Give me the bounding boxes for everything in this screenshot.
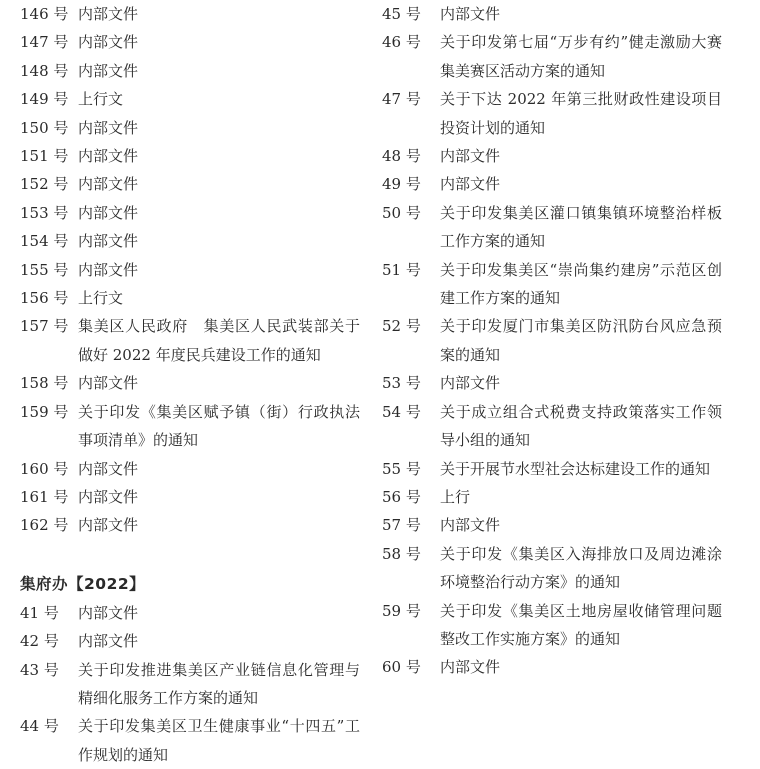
doc-number: 150 号 [20,118,69,137]
doc-title: 内部文件 [78,118,139,137]
doc-title: 内部文件 [440,374,501,393]
section-gap [20,540,360,568]
list-item [20,28,360,56]
doc-title: 内部文件 [78,33,139,52]
doc-title: 内部文件 [78,374,139,393]
doc-title: 关于印发第七届“万步有约”健走激励大赛集美赛区活动方案的通知 [440,33,722,80]
left-column [20,0,360,769]
doc-number: 154 号 [20,232,69,251]
doc-title: 内部文件 [440,147,501,166]
doc-number: 44 号 [20,717,59,736]
doc-title: 内部文件 [440,175,501,194]
list-item [382,398,722,455]
doc-number: 45 号 [382,5,421,23]
list-item [20,199,360,227]
right-column [382,0,722,682]
doc-number: 149 号 [20,90,69,109]
doc-title: 内部文件 [78,232,139,251]
list-item [382,142,722,170]
list-item [382,199,722,256]
doc-number: 159 号 [20,402,69,421]
list-item [382,170,722,198]
list-item [382,483,722,511]
doc-number: 151 号 [20,147,69,166]
doc-title: 关于印发厦门市集美区防汛防台风应急预案的通知 [440,317,722,364]
doc-title: 内部文件 [440,658,501,677]
doc-title: 上行 [440,487,471,506]
list-item [20,599,360,627]
doc-number: 48 号 [382,147,421,166]
doc-title: 关于印发集美区灌口镇集镇环境整治样板工作方案的通知 [440,203,722,251]
list-item [20,170,360,198]
list-item [382,85,722,142]
doc-number: 43 号 [20,660,59,679]
list-item [382,540,722,597]
doc-title: 关于印发《集美区入海排放口及周边滩涂环境整治行动方案》的通知 [440,544,722,592]
doc-number: 52 号 [382,317,421,336]
doc-number: 41 号 [20,603,59,622]
list-item [20,114,360,142]
doc-title: 内部文件 [440,5,501,23]
doc-title: 内部文件 [78,459,139,478]
list-item [382,653,722,681]
doc-title: 内部文件 [78,487,139,506]
doc-number: 147 号 [20,33,69,52]
list-item [382,369,722,397]
doc-number: 56 号 [382,487,421,506]
list-item [382,511,722,539]
doc-number: 51 号 [382,260,421,279]
doc-number: 146 号 [20,5,69,23]
doc-number: 161 号 [20,487,69,506]
doc-number: 46 号 [382,33,421,52]
doc-title: 内部文件 [78,603,139,622]
list-item [20,227,360,255]
list-item [20,656,360,713]
doc-number: 162 号 [20,516,69,535]
doc-title: 关于印发《集美区赋予镇（街）行政执法事项清单》的通知 [78,402,360,450]
list-item [20,712,360,769]
doc-number: 58 号 [382,544,421,563]
left-bottom-list [20,599,360,769]
list-item [382,455,722,483]
list-item [20,369,360,397]
doc-number: 42 号 [20,632,59,651]
doc-title: 内部文件 [78,5,139,23]
list-item [20,398,360,455]
list-item [382,312,722,369]
doc-number: 55 号 [382,459,421,478]
doc-number: 155 号 [20,260,69,279]
list-item [20,312,360,369]
doc-number: 148 号 [20,61,69,80]
list-item [20,142,360,170]
doc-number: 60 号 [382,658,421,677]
list-item [382,256,722,313]
doc-title: 内部文件 [78,147,139,166]
doc-title: 内部文件 [78,260,139,279]
doc-title: 内部文件 [78,632,139,651]
doc-number: 59 号 [382,601,421,620]
list-item [20,57,360,85]
doc-title: 内部文件 [78,61,139,80]
list-item [382,28,722,85]
doc-title: 关于印发推进集美区产业链信息化管理与精细化服务工作方案的通知 [78,660,360,707]
doc-number: 53 号 [382,374,421,393]
doc-number: 153 号 [20,203,69,222]
doc-number: 158 号 [20,374,69,393]
list-item [382,0,722,28]
list-item [20,627,360,655]
doc-title: 集美区人民政府 集美区人民武装部关于做好 2022 年度民兵建设工作的通知 [78,317,360,364]
doc-number: 50 号 [382,203,421,222]
doc-number: 57 号 [382,516,421,535]
list-item [20,284,360,312]
left-top-list [20,0,360,540]
list-item [20,256,360,284]
list-item [20,511,360,539]
doc-title: 上行文 [78,90,124,109]
doc-title: 关于印发集美区“崇尚集约建房”示范区创建工作方案的通知 [440,260,722,308]
list-item [20,0,360,28]
doc-title: 关于成立组合式税费支持政策落实工作领导小组的通知 [440,402,722,450]
doc-title: 内部文件 [78,175,139,194]
doc-title: 上行文 [78,289,124,308]
doc-number: 160 号 [20,459,69,478]
list-item [20,455,360,483]
list-item [20,85,360,113]
list-item [20,483,360,511]
doc-number: 157 号 [20,317,69,336]
doc-title: 内部文件 [440,516,501,535]
doc-title: 内部文件 [78,203,139,222]
doc-number: 49 号 [382,175,421,194]
section-heading: 集府办【2022】 [20,574,146,593]
doc-title: 内部文件 [78,516,139,535]
doc-title: 关于印发《集美区土地房屋收储管理问题整改工作实施方案》的通知 [440,601,722,648]
doc-number: 47 号 [382,90,421,109]
list-item [382,597,722,654]
doc-title: 关于下达 2022 年第三批财政性建设项目投资计划的通知 [440,90,722,137]
doc-title: 关于印发集美区卫生健康事业“十四五”工作规划的通知 [78,717,360,764]
doc-number: 156 号 [20,289,69,308]
doc-title: 关于开展节水型社会达标建设工作的通知 [440,459,711,478]
doc-number: 152 号 [20,175,69,194]
doc-number: 54 号 [382,402,421,421]
